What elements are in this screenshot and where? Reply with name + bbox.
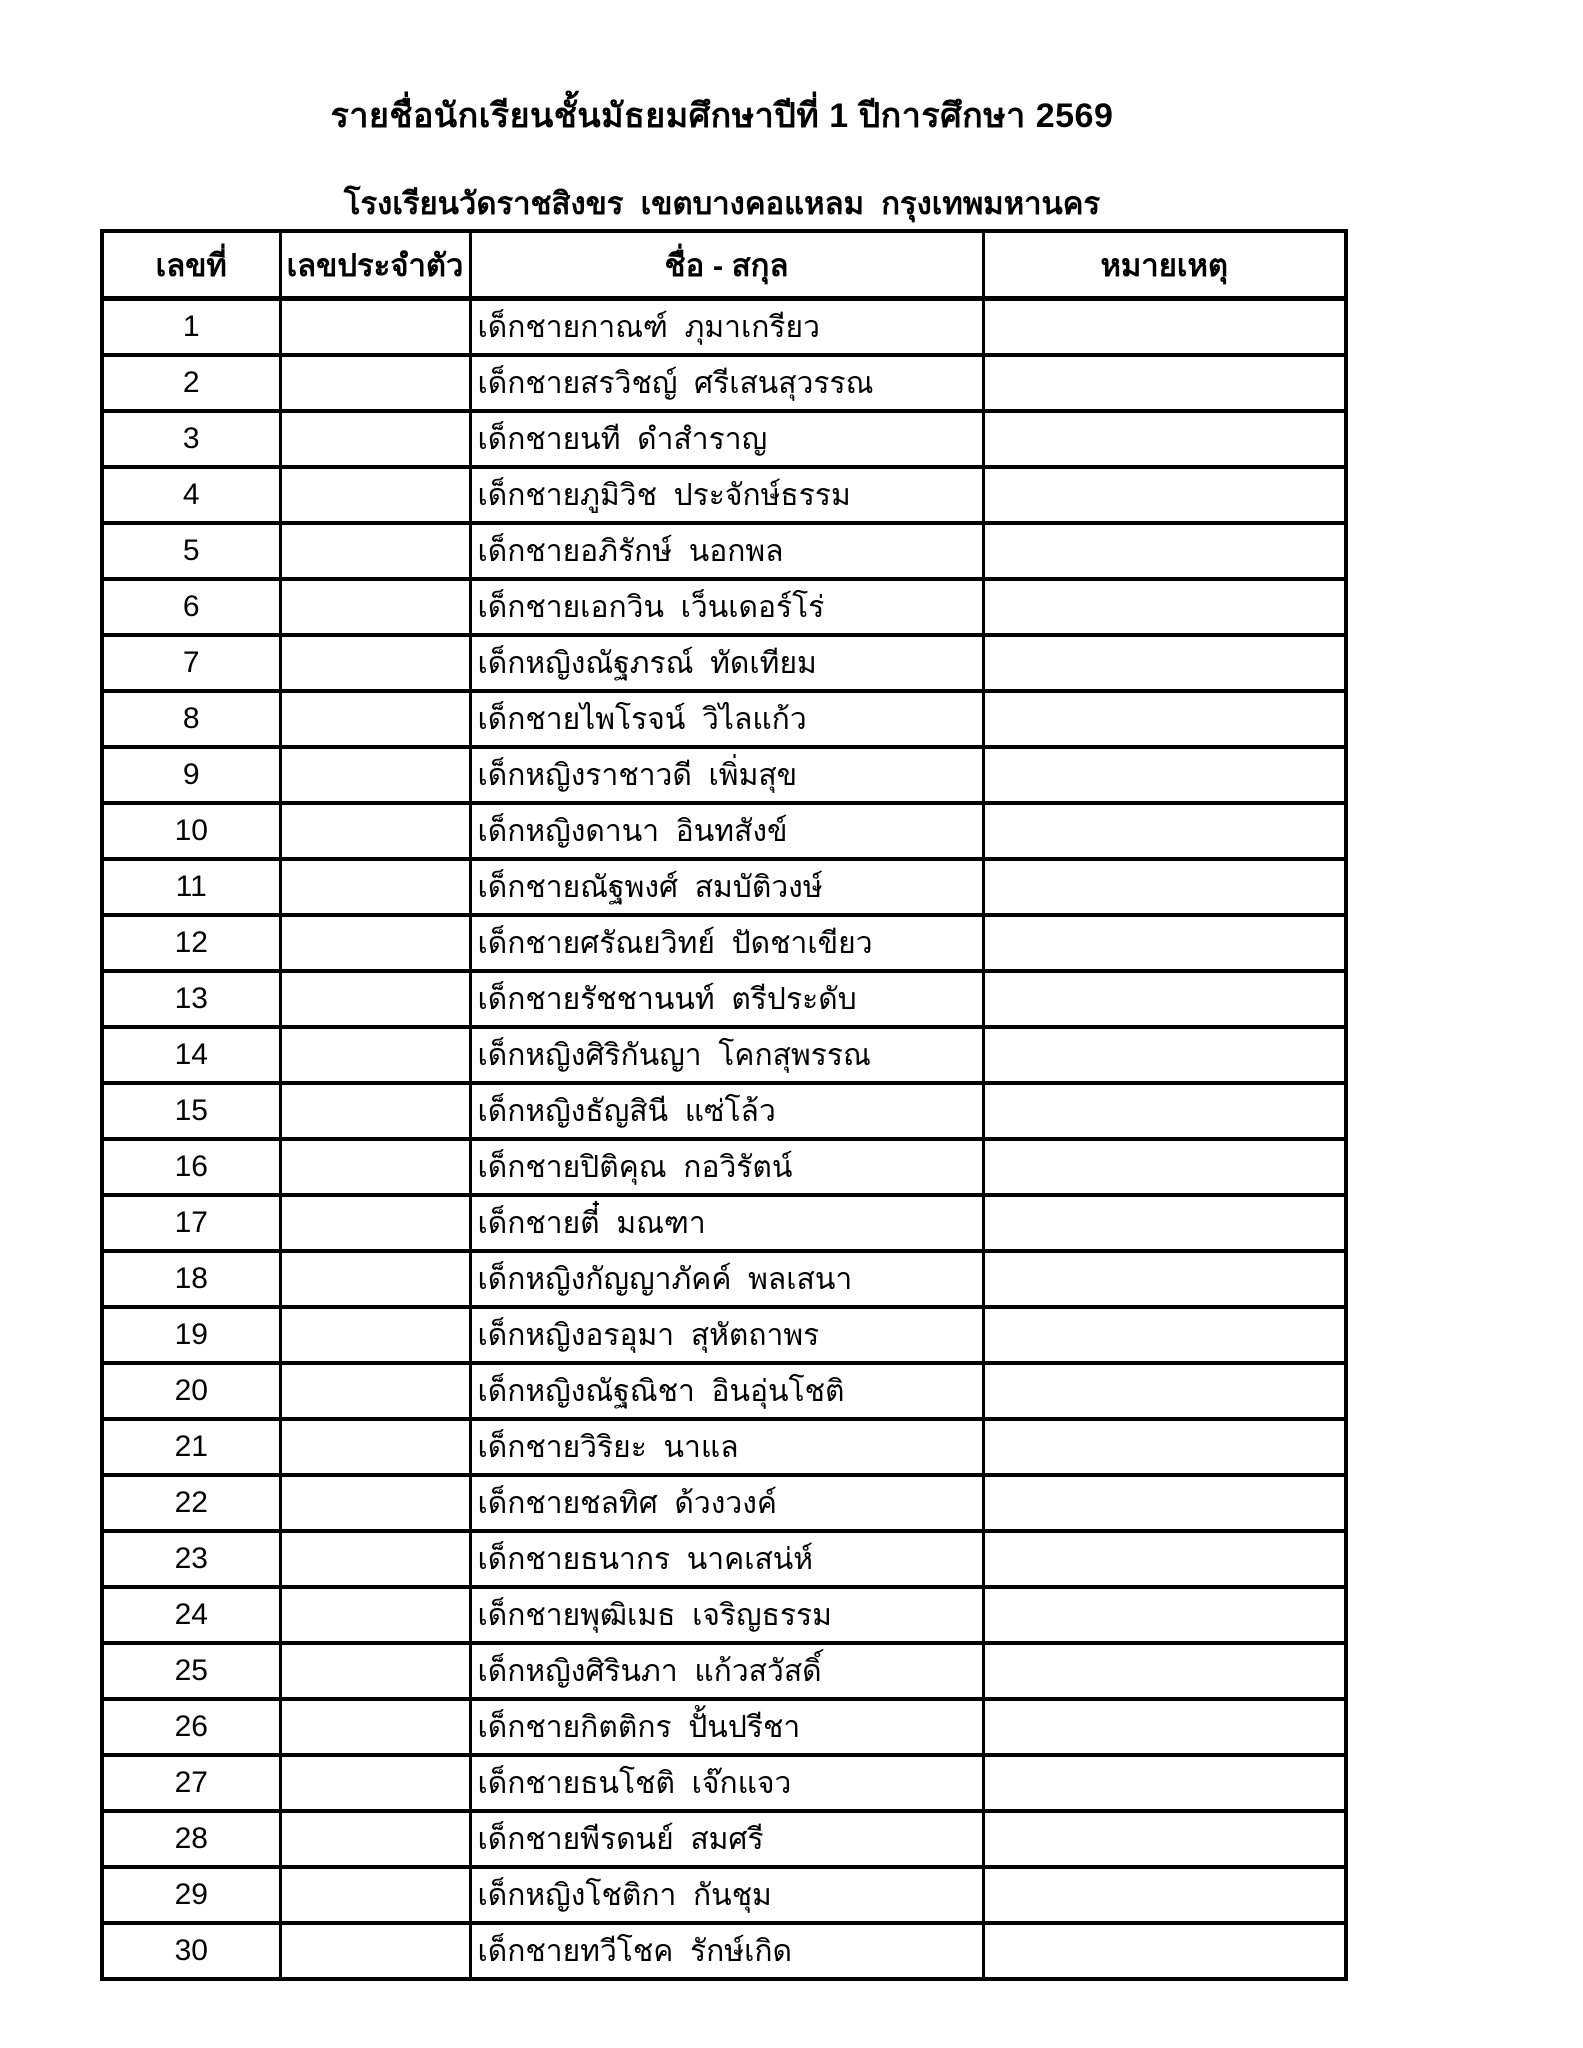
cell-student-id — [280, 355, 470, 411]
cell-name: เด็กชายธนากร นาคเสน่ห์ — [470, 1531, 983, 1587]
cell-remark — [983, 1531, 1346, 1587]
table-row — [102, 579, 1346, 635]
cell-name: เด็กชายธนโชติ เจ๊กแจว — [470, 1755, 983, 1811]
column-header-student-id: เลขประจำตัว — [280, 231, 470, 299]
cell-no: 27 — [102, 1755, 280, 1811]
table-row — [102, 1139, 1346, 1195]
cell-no: 23 — [102, 1531, 280, 1587]
cell-student-id — [280, 1251, 470, 1307]
cell-remark — [983, 1755, 1346, 1811]
table-row — [102, 1587, 1346, 1643]
cell-name: เด็กชายศรัณยวิทย์ ปัดชาเขียว — [470, 915, 983, 971]
cell-student-id — [280, 1811, 470, 1867]
cell-remark — [983, 915, 1346, 971]
cell-remark — [983, 1307, 1346, 1363]
cell-student-id — [280, 1307, 470, 1363]
page-title: รายชื่อนักเรียนชั้นมัธยมศึกษาปีที่ 1 ปีการศึกษา 2569 — [330, 97, 1114, 135]
table-row — [102, 1923, 1346, 1979]
cell-student-id — [280, 1699, 470, 1755]
cell-no: 12 — [102, 915, 280, 971]
cell-name: เด็กชายไพโรจน์ วิไลแก้ว — [470, 691, 983, 747]
cell-remark — [983, 523, 1346, 579]
column-header-remark: หมายเหตุ — [983, 231, 1346, 299]
cell-name: เด็กชายเอกวิน เว็นเดอร์โร่ — [470, 579, 983, 635]
cell-student-id — [280, 467, 470, 523]
cell-remark — [983, 467, 1346, 523]
cell-remark — [983, 1419, 1346, 1475]
cell-no: 22 — [102, 1475, 280, 1531]
cell-remark — [983, 1811, 1346, 1867]
table-row — [102, 1531, 1346, 1587]
cell-no: 25 — [102, 1643, 280, 1699]
cell-name: เด็กชายอภิรักษ์ นอกพล — [470, 523, 983, 579]
cell-name: เด็กชายพุฒิเมธ เจริญธรรม — [470, 1587, 983, 1643]
cell-name: เด็กชายพีรดนย์ สมศรี — [470, 1811, 983, 1867]
cell-no: 9 — [102, 747, 280, 803]
table-row — [102, 1419, 1346, 1475]
cell-no: 11 — [102, 859, 280, 915]
cell-no: 24 — [102, 1587, 280, 1643]
cell-remark — [983, 971, 1346, 1027]
cell-remark — [983, 579, 1346, 635]
cell-student-id — [280, 971, 470, 1027]
cell-remark — [983, 859, 1346, 915]
cell-no: 17 — [102, 1195, 280, 1251]
cell-name: เด็กชายณัฐพงศ์ สมบัติวงษ์ — [470, 859, 983, 915]
cell-student-id — [280, 1755, 470, 1811]
table-row — [102, 747, 1346, 803]
cell-name: เด็กหญิงศิรินภา แก้วสวัสดิ์ — [470, 1643, 983, 1699]
cell-no: 30 — [102, 1923, 280, 1979]
cell-no: 8 — [102, 691, 280, 747]
cell-no: 19 — [102, 1307, 280, 1363]
table-row — [102, 635, 1346, 691]
cell-student-id — [280, 299, 470, 356]
cell-name: เด็กหญิงดานา อินทสังข์ — [470, 803, 983, 859]
cell-name: เด็กหญิงณัฐณิชา อินอุ่นโชติ — [470, 1363, 983, 1419]
cell-remark — [983, 1027, 1346, 1083]
cell-student-id — [280, 747, 470, 803]
table-row — [102, 915, 1346, 971]
cell-name: เด็กชายสรวิชญ์ ศรีเสนสุวรรณ — [470, 355, 983, 411]
table-row — [102, 1363, 1346, 1419]
cell-no: 2 — [102, 355, 280, 411]
cell-student-id — [280, 1531, 470, 1587]
cell-name: เด็กชายวิริยะ นาแล — [470, 1419, 983, 1475]
cell-name: เด็กหญิงอรอุมา สุหัตถาพร — [470, 1307, 983, 1363]
cell-remark — [983, 1867, 1346, 1923]
table-row — [102, 1475, 1346, 1531]
cell-no: 14 — [102, 1027, 280, 1083]
cell-no: 1 — [102, 299, 280, 356]
cell-name: เด็กชายภูมิวิช ประจักษ์ธรรม — [470, 467, 983, 523]
cell-name: เด็กหญิงณัฐภรณ์ ทัดเทียม — [470, 635, 983, 691]
table-row — [102, 1867, 1346, 1923]
cell-remark — [983, 747, 1346, 803]
cell-student-id — [280, 1419, 470, 1475]
cell-no: 7 — [102, 635, 280, 691]
cell-remark — [983, 691, 1346, 747]
table-row — [102, 1027, 1346, 1083]
cell-no: 16 — [102, 1139, 280, 1195]
cell-student-id — [280, 1363, 470, 1419]
school-name: โรงเรียนวัดราชสิงขร เขตบางคอแหลม กรุงเทพมหานคร — [343, 186, 1101, 221]
table-row — [102, 355, 1346, 411]
cell-name: เด็กชายกิตติกร ปั้นปรีชา — [470, 1699, 983, 1755]
cell-name: เด็กชายกาณฑ์ ภุมาเกรียว — [470, 299, 983, 356]
cell-student-id — [280, 1643, 470, 1699]
table-row — [102, 1307, 1346, 1363]
cell-remark — [983, 1923, 1346, 1979]
cell-student-id — [280, 1195, 470, 1251]
cell-name: เด็กชายทวีโชค รักษ์เกิด — [470, 1923, 983, 1979]
cell-name: เด็กหญิงโชติกา กันชุม — [470, 1867, 983, 1923]
cell-remark — [983, 1587, 1346, 1643]
cell-remark — [983, 1363, 1346, 1419]
cell-name: เด็กหญิงกัญญาภัคค์ พลเสนา — [470, 1251, 983, 1307]
cell-name: เด็กหญิงราชาวดี เพิ่มสุข — [470, 747, 983, 803]
cell-student-id — [280, 1923, 470, 1979]
cell-remark — [983, 1699, 1346, 1755]
cell-no: 18 — [102, 1251, 280, 1307]
table-row — [102, 1083, 1346, 1139]
cell-name: เด็กหญิงศิริกันญา โคกสุพรรณ — [470, 1027, 983, 1083]
cell-no: 15 — [102, 1083, 280, 1139]
table-header-row — [102, 231, 1346, 299]
cell-student-id — [280, 803, 470, 859]
cell-student-id — [280, 915, 470, 971]
table-row — [102, 1755, 1346, 1811]
cell-student-id — [280, 1139, 470, 1195]
cell-no: 20 — [102, 1363, 280, 1419]
table-row — [102, 971, 1346, 1027]
cell-remark — [983, 1083, 1346, 1139]
cell-no: 5 — [102, 523, 280, 579]
cell-student-id — [280, 1083, 470, 1139]
cell-no: 6 — [102, 579, 280, 635]
cell-student-id — [280, 691, 470, 747]
cell-name: เด็กชายตี๋ มณฑา — [470, 1195, 983, 1251]
table-row — [102, 1699, 1346, 1755]
cell-student-id — [280, 859, 470, 915]
table-row — [102, 803, 1346, 859]
column-header-name: ชื่อ - สกุล — [470, 231, 983, 299]
cell-remark — [983, 635, 1346, 691]
cell-name: เด็กชายนที ดำสำราญ — [470, 411, 983, 467]
cell-remark — [983, 1475, 1346, 1531]
cell-student-id — [280, 1587, 470, 1643]
column-header-no: เลขที่ — [102, 231, 280, 299]
cell-name: เด็กชายปิติคุณ กอวิรัตน์ — [470, 1139, 983, 1195]
cell-no: 29 — [102, 1867, 280, 1923]
students-table-body — [102, 299, 1346, 1980]
cell-no: 21 — [102, 1419, 280, 1475]
cell-no: 26 — [102, 1699, 280, 1755]
cell-name: เด็กชายชลทิศ ด้วงวงค์ — [470, 1475, 983, 1531]
table-row — [102, 1643, 1346, 1699]
table-row — [102, 1811, 1346, 1867]
table-row — [102, 1251, 1346, 1307]
cell-no: 4 — [102, 467, 280, 523]
cell-remark — [983, 355, 1346, 411]
cell-no: 13 — [102, 971, 280, 1027]
table-row — [102, 523, 1346, 579]
cell-no: 10 — [102, 803, 280, 859]
cell-remark — [983, 411, 1346, 467]
table-row — [102, 467, 1346, 523]
table-row — [102, 411, 1346, 467]
table-row — [102, 691, 1346, 747]
cell-student-id — [280, 523, 470, 579]
cell-remark — [983, 1643, 1346, 1699]
cell-student-id — [280, 635, 470, 691]
cell-remark — [983, 1195, 1346, 1251]
cell-remark — [983, 803, 1346, 859]
cell-remark — [983, 1251, 1346, 1307]
cell-name: เด็กหญิงธัญสินี แซ่โล้ว — [470, 1083, 983, 1139]
students-table — [100, 229, 1348, 1981]
cell-remark — [983, 299, 1346, 356]
cell-remark — [983, 1139, 1346, 1195]
cell-student-id — [280, 1027, 470, 1083]
cell-no: 3 — [102, 411, 280, 467]
cell-student-id — [280, 1867, 470, 1923]
table-row — [102, 299, 1346, 356]
table-row — [102, 1195, 1346, 1251]
table-row — [102, 859, 1346, 915]
cell-student-id — [280, 579, 470, 635]
cell-student-id — [280, 411, 470, 467]
cell-no: 28 — [102, 1811, 280, 1867]
cell-student-id — [280, 1475, 470, 1531]
cell-name: เด็กชายรัชชานนท์ ตรีประดับ — [470, 971, 983, 1027]
